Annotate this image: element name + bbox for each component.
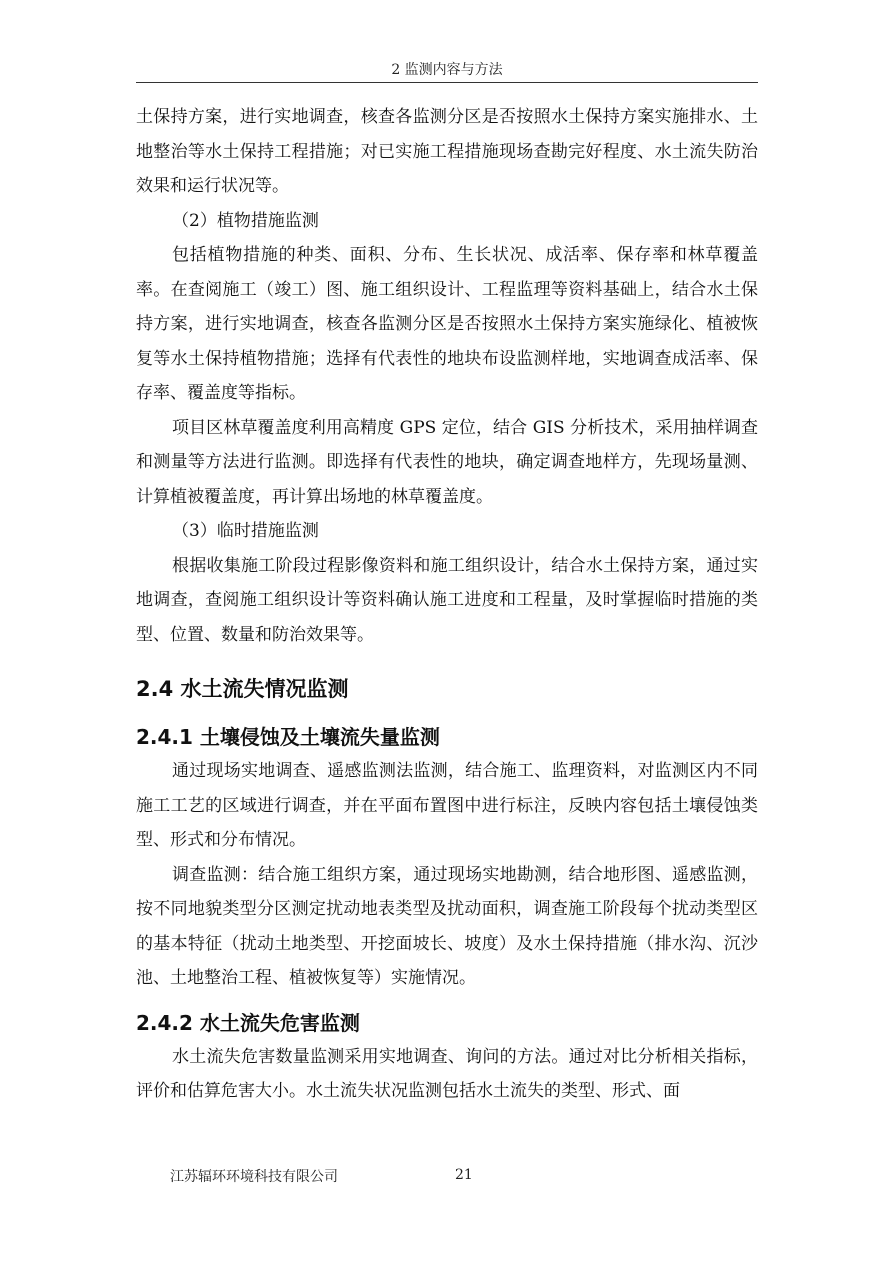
paragraph-survey-monitoring: 调查监测：结合施工组织方案，通过现场实地勘测，结合地形图、遥感监测，按不同地貌类型分区测定扰动地表类型及扰动面积，调查施工阶段每个扰动类型区的基本特征（扰动土地类型、开挖面坡长、坡度）及水土保持措施（排水沟、沉沙池、土地整治工程、植被恢复等）实施情况。 (136, 864, 758, 988)
paragraph-hazard-monitoring: 水土流失危害数量监测采用实地调查、询问的方法。通过对比分析相关指标，评价和估算危害大小。水土流失状况监测包括水土流失的类型、形式、面 (136, 1046, 758, 1101)
footer-company-name: 江苏辐环环境科技有限公司 (170, 1169, 338, 1185)
section-heading-2-4-1: 2.4.1 土壤侵蚀及土壤流失量监测 (136, 725, 440, 749)
paragraph-temporary-measures: 根据收集施工阶段过程影像资料和施工组织设计，结合水土保持方案，通过实地调查，查阅施工组织设计等资料确认施工进度和工程量，及时掌握临时措施的类型、位置、数量和防治效果等。 (136, 555, 758, 645)
paragraph-vegetation-coverage: 项目区林草覆盖度利用高精度 GPS 定位，结合 GIS 分析技术，采用抽样调查和测量等方法进行监测。即选择有代表性的地块，确定调查地样方，先现场量测、计算植被覆盖度，再计算出场地的林草覆盖度。 (136, 417, 758, 507)
paragraph-erosion-survey: 通过现场实地调查、遥感监测法监测，结合施工、监理资料，对监测区内不同施工工艺的区域进行调查，并在平面布置图中进行标注，反映内容包括土壤侵蚀类型、形式和分布情况。 (136, 761, 758, 850)
header-divider (136, 82, 758, 83)
section-heading-2-4-2: 2.4.2 水土流失危害监测 (136, 1010, 360, 1035)
section-heading-2-4: 2.4 水土流失情况监测 (136, 677, 349, 701)
paragraph-plant-measures: 包括植物措施的种类、面积、分布、生长状况、成活率、保存率和林草覆盖率。在查阅施工（竣工）图、施工组织设计、工程监理等资料基础上，结合水土保持方案，进行实地调查，核查各监测分区是否按照水土保持方案实施绿化、植被恢复等水土保持植物措施；选择有代表性的地块布设监测样地，实地调查成活率、保存率、覆盖度等指标。 (136, 245, 758, 403)
footer-page-number: 21 (455, 1167, 473, 1183)
subheading-plant-measures: （2）植物措施监测 (172, 210, 319, 231)
document-body (136, 100, 758, 1109)
paragraph-engineering-measures-continued: 土保持方案，进行实地调查，核查各监测分区是否按照水土保持方案实施排水、土地整治等水土保持工程措施；对已实施工程措施现场查勘完好程度、水土流失防治效果和运行状况等。 (136, 107, 758, 196)
page-header-title: 2 监测内容与方法 (391, 62, 503, 78)
subheading-temporary-measures: （3）临时措施监测 (172, 521, 319, 541)
